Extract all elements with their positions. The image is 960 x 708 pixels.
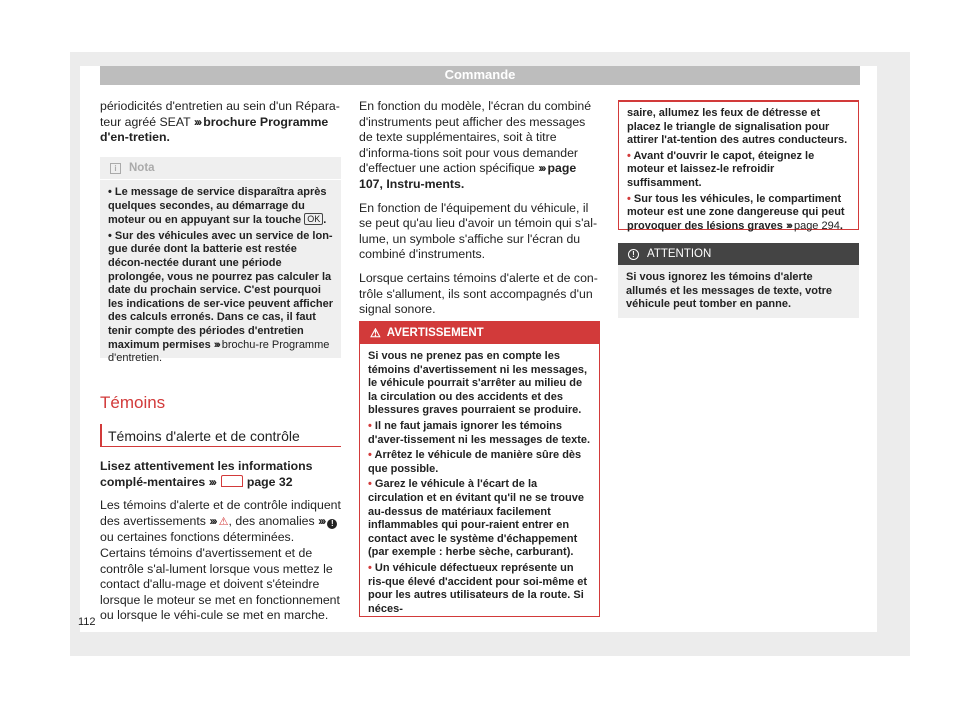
attention-box — [618, 243, 859, 318]
exclamation-circle-icon: ! — [327, 519, 337, 529]
col2-text — [359, 99, 602, 326]
info-icon: i — [110, 163, 121, 174]
nota-header — [100, 157, 341, 180]
arrow-icon: ››› — [213, 338, 219, 351]
page-ref[interactable]: page 32 — [246, 474, 293, 489]
attention-body: Si vous ignorez les témoins d'alerte allumés et les messages de texte, votre véhicule peut tomber en panne. — [626, 271, 833, 311]
warning-item: • Il ne faut jamais ignorer les témoins d'aver-tissement ni les messages de texte. — [368, 419, 591, 446]
warning-lead: Si vous ne prenez pas en compte les témoins d'avertissement ni les messages, le véhicule pourrait s'arrêter au milieu de la circulation ou des accidents et des blessures graves pourraient se produire. — [368, 350, 588, 417]
nota-link[interactable]: brochu-re Programme d'entretien. — [108, 338, 330, 365]
intro-link[interactable]: brochure Programme d'en-tretien. — [100, 114, 329, 145]
arrow-icon: ››› — [209, 513, 216, 528]
section-title: Témoins — [100, 393, 166, 412]
col1-body — [100, 459, 343, 632]
arrow-icon: ››› — [193, 114, 201, 129]
lead-paragraph: Lisez attentivement les informations complé-mentaires ››› page 32 — [100, 459, 313, 489]
page-ref[interactable]: page 294 — [793, 219, 840, 232]
nota-box — [100, 157, 341, 365]
warning-triangle-icon: ⚠ — [370, 326, 381, 340]
warning-item: • Arrêtez le véhicule de manière sûre dès que possible. — [368, 449, 582, 475]
arrow-icon: ››› — [785, 219, 791, 232]
warning-item: • Avant d'ouvrir le capot, éteignez le moteur et laissez-le refroidir suffisamment. — [627, 149, 815, 189]
col1-intro — [100, 99, 343, 154]
col2-paragraph: En fonction du modèle, l'écran du combiné d'instruments peut afficher des messages de texte supplémentaires, soit à titre d'informa-tions soit pour vous demander d'effectuer une action spécifique ››› page 107, Instru-ments. — [359, 99, 592, 191]
section-subtitle: Témoins d'alerte et de contrôle — [108, 428, 300, 444]
warning-header — [360, 322, 599, 344]
warning-item: • Garez le véhicule à l'écart de la circulation et en évitant qu'il ne se trouve au-dessus de matériaux facilement inflammables qui pour-raient entrer en contact avec le système d'échappement (par exemple : herbe sèche, carburant). — [368, 478, 584, 559]
page-number: 112 — [78, 616, 96, 628]
section-divider — [100, 446, 341, 447]
nota-item: • Le message de service disparaîtra après quelques secondes, au démarrage du moteur ou en appuyant sur la touche OK . — [108, 186, 327, 227]
nota-item: • Sur des véhicules avec un service de lon-gue durée dont la batterie est restée décon-nectée durant une période prolongée, vous ne pourrez pas calculer la date du prochain service. C'est pourquoi les indications de ser-vice peuvent afficher des calculs erronés. Dans ce cas, il faut tenir compte des périodes d'entretien maximum permises ››› brochu-re Programme d'entretien. — [108, 229, 333, 365]
nota-title: Nota — [129, 162, 155, 174]
warning-box — [359, 321, 600, 617]
header-title: Commande — [444, 67, 516, 82]
attention-header — [618, 243, 859, 265]
exclamation-circle-icon: ! — [628, 249, 639, 260]
warning-triangle-icon: ⚠ — [218, 515, 229, 528]
warning-cont-body — [619, 102, 858, 233]
warning-box-continued — [618, 100, 859, 230]
arrow-icon: ››› — [318, 513, 325, 528]
ok-key-icon: OK — [304, 213, 323, 225]
arrow-icon: ››› — [538, 161, 545, 176]
warning-title: AVERTISSEMENT — [386, 327, 484, 339]
col2-paragraph: Lorsque certains témoins d'alerte et de con-trôle s'allument, ils sont accompagnés d'un signal sonore. — [359, 270, 598, 317]
attention-title: ATTENTION — [647, 248, 712, 260]
intro-paragraph: périodicités d'entretien au sein d'un Répara-teur agréé SEAT ››› brochure Programme d'en-tretien. — [100, 99, 340, 145]
header-bar — [100, 66, 860, 85]
section-marker — [100, 424, 102, 446]
warning-cont-lead: saire, allumez les feux de détresse et placez le triangle de signalisation pour attirer l'at-tention des autres conducteurs. — [627, 107, 848, 147]
warning-item: • Sur tous les véhicules, le compartiment moteur est une zone dangereuse qui peut provoquer des lésions graves ››› page 294. — [627, 192, 845, 232]
warning-item: • Un véhicule défectueux représente un ris-que élevé d'accident pour soi-même et pour les autres utilisateurs de la route. Si néces- — [368, 561, 588, 615]
nota-body — [100, 180, 341, 366]
col2-paragraph: En fonction de l'équipement du véhicule, il se peut qu'au lieu d'avoir un témoin qui s'al-lume, un symbole s'affiche sur l'écran du combiné d'instruments. — [359, 200, 598, 262]
book-icon — [221, 475, 243, 487]
warning-body — [360, 344, 599, 616]
body-paragraph: Les témoins d'alerte et de contrôle indiquent des avertissements ››› ⚠, des anomalies ››› ! ou certaines fonctions déterminées. Certains témoins d'avertissement et de contrôle s'al-lument lorsque vous mettez le contact d'allu-mage et doivent s'éteindre lorsque le moteur se met en fonctionnement ou lorsque le véhi-cule se met en marche. — [100, 498, 341, 623]
instruments-link[interactable]: page 107, Instru-ments. — [359, 161, 577, 191]
arrow-icon: ››› — [208, 474, 215, 489]
